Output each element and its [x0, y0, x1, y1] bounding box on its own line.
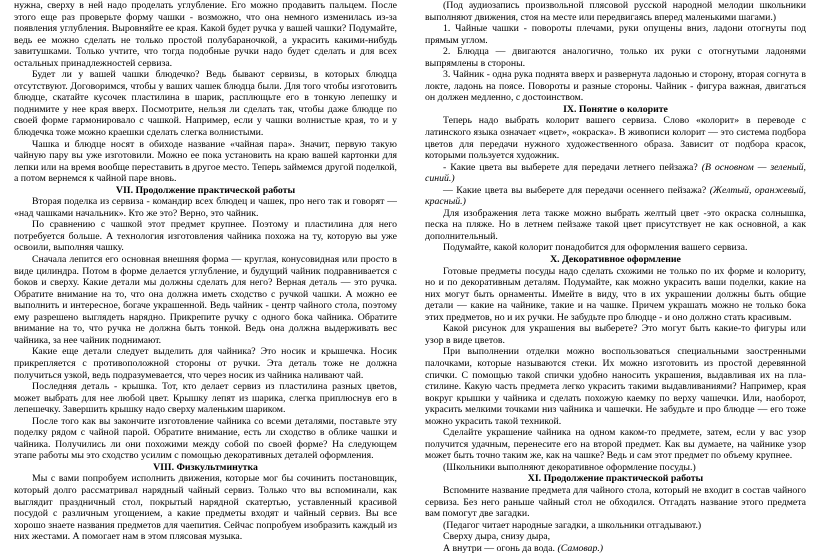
riddle-line [425, 543, 806, 555]
riddle-text: А внутри — огонь да вода. [443, 542, 555, 554]
paragraph: нужна, сверху в ней надо проделать углубление. Его можно продавить пальцем. После этого еще раз проверьте форму чашки - возможно, что она немного изменилась из-за появления углубления. Выровняйте ее края. Какой будет ручка у вашей чашки? Подумайте, ведь ее можно сделать не только простой полубараночкой, а украсить какими-нибудь завитушками. Только учтите, что тогда подобные ручки надо будет сделать и для всех остальных принадлежностей сервиза. [14, 0, 397, 69]
paragraph: При выполнении отделки можно воспользоваться специальными заостренными палочками, которые называются стеки. Их можно изготовить из простой деревянной спички. С помощью такой спички удобно наносить украшения, выдавливая их на пла-стилине. Какую часть предмета легко украсить такими выдавливаниями? Например, края вокруг крышки у чайника и сделать похожую каемку по верху чашечки. Или, наоборот, украсить мелкими точками низ чайника и чашечки. Не забудьте и про блюдце — его тоже можно украсить такой техникой. [425, 346, 806, 427]
left-column [14, 0, 397, 557]
paragraph: (Под аудиозапись произвольной плясовой русской народной мелодии школьники выполняют движения, стоя на месте или передвигаясь вперед маленькими шагами.) [425, 0, 806, 23]
paragraph: Будет ли у вашей чашки блюдечко? Ведь бывают сервизы, в которых блюдца отсутствуют. Договоримся, чтобы у ваших чашек блюдца были. Для того чтобы изготовить блюдце, скатайте кусочек пластилина в шарик, расплющьте его в тонкую лепешку и поднимите у нее края вверх. Посмотрите, нельзя ли сделать так, чтобы даже блюдце по своей форме гармонировало с чашкой. Например, если у чашки волнистые края, то и у блюдечка тоже можно краешки сделать слегка волнистыми. [14, 69, 397, 139]
section-heading: VIII. Физкультминутка [153, 461, 258, 473]
answer-text: (Желтый, оранжевый, красный.) [425, 184, 806, 208]
paragraph: Какой рисунок для украшения вы выберете? Это могут быть какие-то фигуры или узор в виде цветов. [425, 323, 806, 346]
paragraph: Последняя деталь - крышка. Тот, кто делает сервиз из пластилина разных цветов, может выбрать для нее любой цвет. Крышку лепят из шарика, слегка приплюснув его в лепешечку. Завершить крышку надо сверху маленьким шариком. [14, 381, 397, 416]
list-item: 3. Чайник - одна рука поднята вверх и развернута ладонью и сторону, вторая согнута в локте, ладонь на поясе. Повороты и разные стороны. Чайник - фигура важная, двигаться он должен медленно, с достоинством. [425, 69, 806, 104]
list-item: 1. Чайные чашки - повороты плечами, руки опущены вниз, ладони отогнуты под прямым углом. [425, 23, 806, 46]
paragraph: Чашка и блюдце носят в обиходе название «чайная пара». Значит, первую такую чайную пару вы уже изготовили. Можно ее пока установить на краю вашей картонки для лепки или на время вообще переставить в другое место. Теперь займемся другой поделкой, а потом вернемся к чайной паре вновь. [14, 138, 397, 185]
section-heading: IX. Понятие о колорите [563, 103, 668, 115]
section-heading: X. Декоративное оформление [550, 254, 681, 266]
paragraph: Какие еще детали следует выделить для чайника? Это носик и крышечка. Носик прикрепляется с противоположной стороны от ручки. Эта деталь тоже не должна получиться узкой, ведь подразумевается, что через носик из чайника наливают чай. [14, 346, 397, 381]
paragraph: Сделайте украшение чайника на одном каком-то предмете, затем, если у вас узор получится удачным, перенесите его на второй предмет. Как вы думаете, на чайнике узор может быть точно таким же, как на чашке? Ведь и сам этот предмет по объему крупнее. [425, 427, 806, 462]
question-text: - Какие цвета вы выберете для передачи летнего пейзажа? [443, 161, 698, 173]
paragraph: (Педагог читает народные загадки, а школьники отгадывают.) [443, 519, 702, 531]
section-heading: VII. Продолжение практической работы [115, 184, 296, 196]
question [425, 185, 806, 208]
paragraph: Готовые предметы посуды надо сделать схожими не только по их форме и колориту, но и по декоративным деталям. Подумайте, как можно украсить ваши поделки, какие на них могут быть орнаменты. Имейте в виду, что в их украшении должны быть общие детали — какие на чайнике, такие и на чашке. Причем украшать можно не только бока этих предметов, но и их ручки. Не забудьте про блюдце - и оно должно стать красивым. [425, 265, 806, 323]
right-column [425, 0, 806, 557]
paragraph: (Школьники выполняют декоративное оформление посуды.) [443, 461, 696, 473]
list-item: 2. Блюдца — двигаются аналогично, только их руки с отогнутыми ладонями выпрямлены в стороны. [425, 46, 806, 69]
answer-text: (В основном — зеленый, синий.) [425, 161, 806, 185]
paragraph: Вторая поделка из сервиза - командир всех блюдец и чашек, про него так и говорят — «над чашками начальник». Кто же это? Верно, это чайник. [14, 196, 397, 219]
riddle-answer: (Самовар.) [557, 542, 604, 554]
paragraph: Для изображения лета также можно выбрать желтый цвет -это окраска солнышка, песка на пляже. Но в летнем пейзаже такой цвет присутствует не как основной, а как дополнительный. [425, 207, 806, 242]
paragraph: Сначала лепится его основная внешняя форма — круглая, конусовидная или просто в виде цилиндра. Потом в форме делается углубление, и будущий чайник подравнивается с боков и сверху. Какие детали мы должны сделать для него? Верная деталь — это ручка. Обратите внимание на то, что она должна иметь сходство с ручкой чашки. А можно ее выполнить и интересное, богаче украшенной. Ведь чайник - центр чайного стола, поэтому ему разрешено выглядеть нарядно. Прикрепите ручку с одного бока чайника. Обратите внимание на то, что ручка не должна быть тонкой. Ведь она должна выдерживать вес чайника, за нее чайник поднимают. [14, 254, 397, 346]
paragraph: Вспомните название предмета для чайного стола, который не входит в состав чайного сервиза. Без него раньше чайный стол не обходился. Отгадать название этого предмета вам помогут две загадки. [425, 484, 806, 520]
paragraph: Теперь надо выбрать колорит вашего сервиза. Слово «колорит» в переводе с латинского языка означает «цвет», «окраска». В живописи колорит — это система подбора цветов для передачи нужного художественного образа. Зависит от подбора красок, которыми пользуется художник. [425, 115, 806, 162]
question-text: — Какие цвета вы выберете для передачи осеннего пейзажа? [443, 184, 707, 196]
section-heading: XI. Продолжение практической работы [527, 473, 704, 485]
riddle-line: Сверху дыра, снизу дыра, [443, 531, 551, 543]
paragraph: После того как вы закончите изготовление чайника со всеми деталями, поставьте эту поделку рядом с чайной парой. Обратите внимание, есть ли сходство в облике чашки и чайника. Получились ли они похожими между собой по своей форме? На следующем этапе работы мы это сходство усилим с помощью декоративных деталей оформления. [14, 415, 397, 462]
paragraph: Мы с вами попробуем исполнить движения, которые мог бы сочинить постановщик, который долго рассматривал нарядный чайный сервиз. Только что вы вспоминали, как выглядит праздничный стол, покрытый нарядной скатертью, уставленный красивой посудой с различным угощением, а какие предметы входят и чайный сервиз. Вы все хорошо знаете названия предметов для чаепития. Сейчас попробуем изобразить каждый из них жестами. А помогает нам в этом пляcовая музыка. [14, 473, 397, 543]
paragraph: Подумайте, какой колорит понадобится для оформления вашего сервиза. [443, 242, 748, 254]
question [425, 162, 806, 185]
paragraph: По сравнению с чашкой этот предмет крупнее. Поэтому и пластилина для него потребуется больше. А технология изготовления чайника похожа на ту, которую вы уже освоили, выполняя чашку. [14, 219, 397, 254]
